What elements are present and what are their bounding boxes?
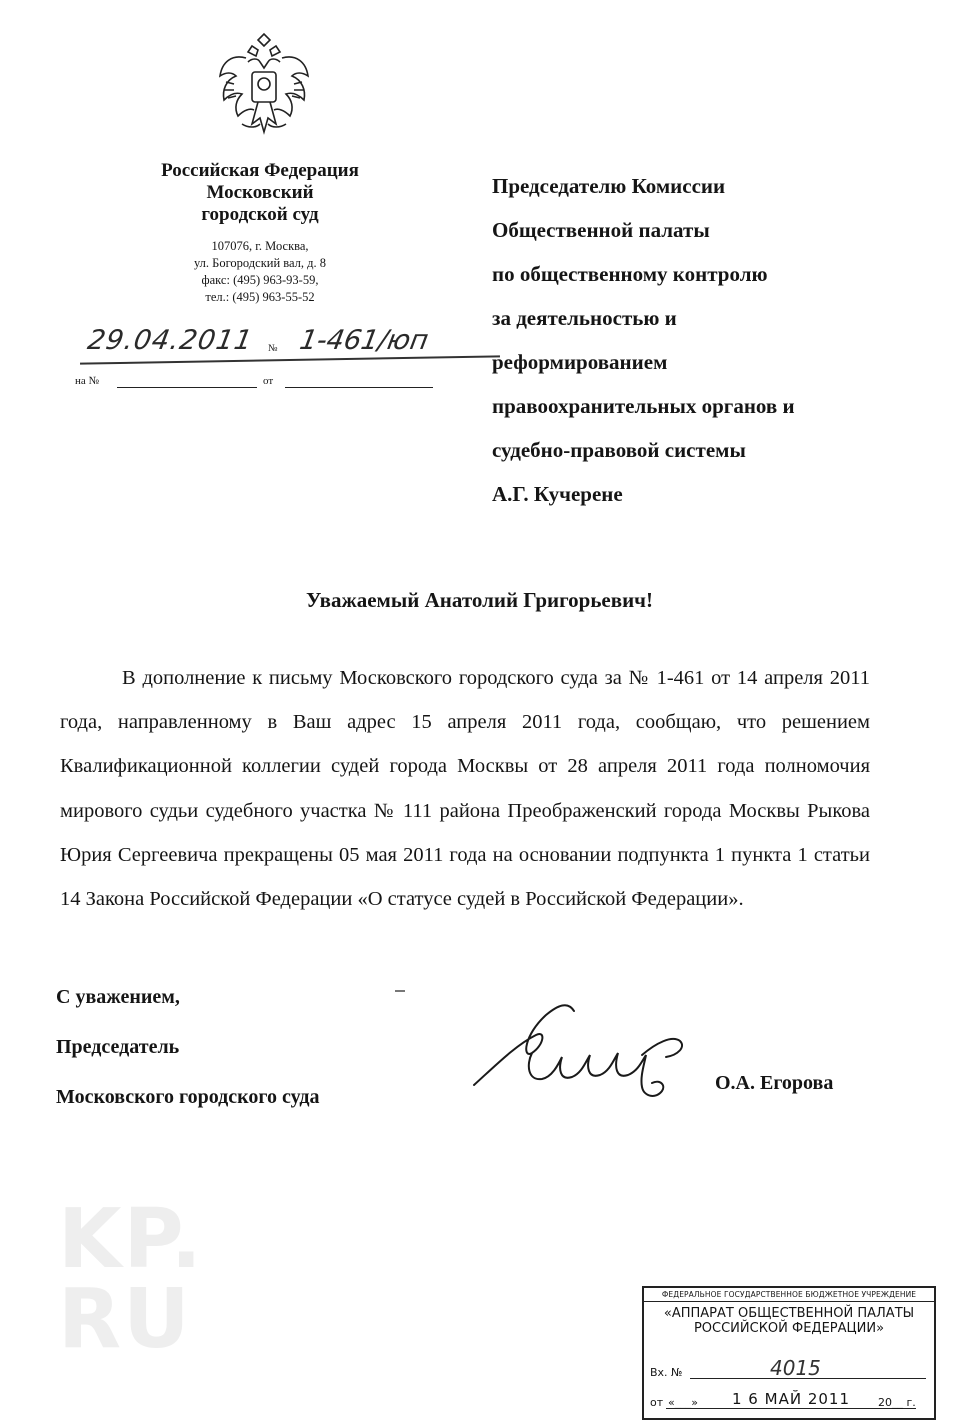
recipient-line: А.Г. Кучерене <box>492 482 623 506</box>
recipient-line: судебно-правовой системы <box>492 438 746 462</box>
incoming-number-label: Вх. № <box>650 1366 683 1379</box>
stamp-year-suffix: 20__ г. <box>878 1396 916 1409</box>
stray-mark <box>395 990 405 992</box>
incoming-stamp <box>642 1286 936 1420</box>
recipient-line: Общественной палаты <box>492 218 710 242</box>
outgoing-reference <box>60 325 460 365</box>
incoming-number-value: 4015 <box>770 1356 821 1380</box>
sender-org-line: Российская Федерация <box>161 160 359 181</box>
stamp-org <box>644 1306 934 1336</box>
recipient-line: за деятельностью и <box>492 306 677 330</box>
number-sign: № <box>268 343 278 354</box>
signature-icon <box>466 995 726 1105</box>
kp-watermark <box>58 1192 238 1367</box>
recipient-line: Председателю Комиссии <box>492 174 726 198</box>
closing-line: Московского городского суда <box>56 1086 320 1108</box>
recipient-line: правоохранительных органов и <box>492 394 795 418</box>
watermark-line: RU <box>58 1272 192 1367</box>
stamp-from-label: от <box>650 1396 664 1409</box>
recipient-line: реформированием <box>492 350 668 374</box>
ot-blank <box>285 387 433 388</box>
incoming-reference-line <box>75 373 435 395</box>
letter-body <box>60 656 870 921</box>
sender-address <box>120 238 400 306</box>
address-line: ул. Богородский вал, д. 8 <box>193 256 327 270</box>
sender-org-line: городской суд <box>201 204 319 225</box>
address-line: факс: (495) 963-93-59, <box>201 273 319 287</box>
body-paragraph: В дополнение к письму Московского городского суда за № 1-461 от 14 апреля 2011 года, направленному в Ваш адрес 15 апреля 2011 года, сообщаю, что решением Квалификационной коллегии судей города Москвы от 28 апреля 2011 года полномочия мирового судьи судебного участка № 111 района Преображенский города Москвы Рыкова Юрия Сергеевича прекращены 05 мая 2011 года на основании подпункта 1 пункта 1 статьи 14 Закона Российской Федерации «О статусе судей в Российской Федерации». <box>60 667 870 911</box>
sender-block <box>120 160 400 306</box>
watermark-line: KP. <box>58 1192 204 1287</box>
stamp-org-line: РОССИЙСКОЙ ФЕДЕРАЦИИ» <box>693 1321 885 1336</box>
signatory-name: О.А. Егорова <box>715 1072 834 1094</box>
reference-underline <box>80 355 500 364</box>
handwritten-date: 29.04.2011 <box>85 325 256 356</box>
handwritten-number: 1-461/юп <box>297 325 431 356</box>
stamp-date: 1 6 МАЙ 2011 <box>732 1390 850 1408</box>
stamp-org-line: «АППАРАТ ОБЩЕСТВЕННОЙ ПАЛАТЫ <box>663 1306 915 1321</box>
closing-line: Председатель <box>56 1036 180 1058</box>
recipient-block <box>492 164 912 516</box>
stamp-header: ФЕДЕРАЛЬНОЕ ГОСУДАРСТВЕННОЕ БЮДЖЕТНОЕ УЧРЕЖДЕНИЕ <box>644 1288 934 1302</box>
stamp-quote-blank: «___» <box>668 1396 698 1409</box>
closing-line: С уважением, <box>56 986 180 1008</box>
na-label: на № <box>75 375 100 387</box>
ot-label: от <box>263 375 274 387</box>
address-line: тел.: (495) 963-55-52 <box>205 290 315 304</box>
coat-of-arms-icon <box>212 32 316 140</box>
na-blank <box>117 387 257 388</box>
closing-block <box>56 972 319 1122</box>
salutation: Уважаемый Анатолий Григорьевич! <box>305 588 654 612</box>
recipient-line: по общественному контролю <box>492 262 768 286</box>
sender-org-line: Московский <box>206 182 314 203</box>
address-line: 107076, г. Москва, <box>211 239 309 253</box>
